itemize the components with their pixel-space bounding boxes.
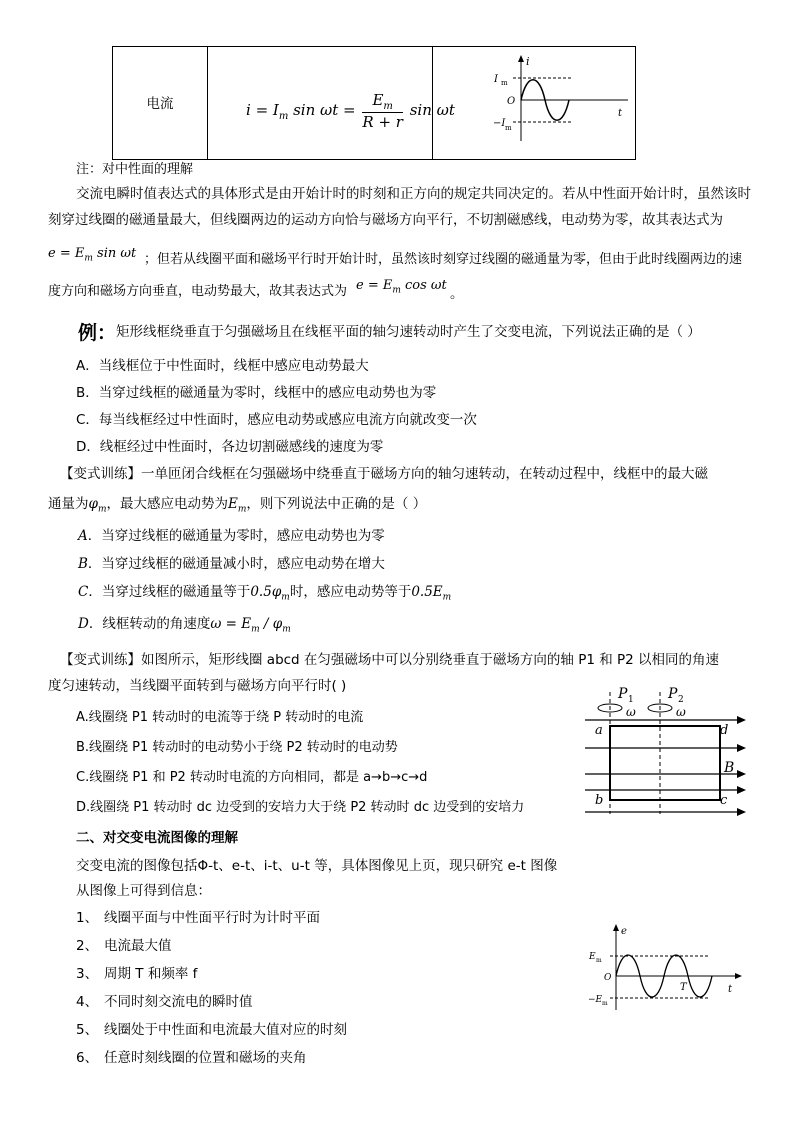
list-item-1: 1、 线圈平面与中性面平行时为计时平面 [76, 910, 320, 926]
note-formula-cos: $e = E_m$ cos ωt [356, 278, 447, 296]
formula-lhs: i = I [246, 101, 279, 119]
variant2-option-a: A.线圈绕 P1 转动时的电流等于绕 P 转动时的电流 [76, 710, 364, 725]
field-arrow-1 [737, 716, 746, 724]
et-label-em-sub: m [596, 957, 602, 964]
formula-sin2: sin ωt [404, 101, 455, 119]
label-omega-1: ω [626, 705, 636, 719]
fraction-den: R + r [362, 113, 403, 131]
table-cell-label [113, 47, 208, 160]
formula-table [112, 46, 636, 160]
field-arrow-3 [737, 770, 746, 778]
i-axis-arrow [518, 55, 524, 62]
field-arrow-4 [737, 786, 746, 794]
coil-figure [580, 680, 750, 820]
coil-rect [610, 726, 720, 800]
variant1-option-a: A．当穿过线框的磁通量为零时，感应电动势也为零 [78, 528, 385, 544]
et-label-neg-em: −E [588, 995, 603, 1005]
label-neg-im: −I [493, 118, 506, 129]
example-option-b: B．当穿过线框的磁通量为零时，线框中的感应电动势也为零 [76, 385, 437, 401]
note-line-3: ；但若从线圈平面和磁场平行时开始计时，虽然该时刻穿过线圈的磁通量为零，但由于此时线圈两边的速 [144, 252, 743, 267]
list-item-5: 5、 线圈处于中性面和电流最大值对应的时刻 [76, 1022, 347, 1038]
example-stem: 矩形线框绕垂直于匀强磁场且在线框平面的轴匀速转动时产生了交变电流，下列说法正确的是（ ） [116, 324, 701, 340]
fraction-num: E [372, 91, 384, 109]
variant1-em: $E_m$ [228, 496, 247, 515]
label-a: a [595, 723, 603, 738]
variant2-option-c: C.线圈绕 P1 和 P2 转动时电流的方向相同，都是 a→b→c→d [76, 770, 428, 785]
label-b: b [595, 793, 604, 808]
variant1-option-b: B．当穿过线框的磁通量减小时，感应电动势在增大 [78, 556, 385, 572]
fraction-sub: m [383, 101, 393, 112]
note-formula-sin: $e = E_m$ sin ωt [48, 246, 137, 264]
example-label: 例： [78, 322, 117, 344]
list-item-2: 2、 电流最大值 [76, 938, 172, 954]
label-omega-2: ω [676, 705, 686, 719]
list-item-6: 6、 任意时刻线圈的位置和磁场的夹角 [76, 1050, 307, 1066]
variant1-option-c: C．当穿过线框的磁通量等于$0.5\varphi_m$时，感应电动势等于$0.5E_m$ [78, 584, 452, 603]
section2-heading: 二、对交变电流图像的理解 [76, 830, 238, 846]
variant1-phi: $\varphi_m$ [88, 496, 107, 515]
et-label-t: t [728, 984, 733, 995]
et-graph [588, 922, 748, 1014]
label-p2-sub: 2 [678, 695, 684, 705]
variant1-line2b: ，最大感应电动势为 [106, 496, 228, 512]
formula-sub: m [278, 111, 289, 122]
example-option-d: D．线框经过中性面时，各边切割磁感线的速度为零 [76, 439, 384, 455]
note-line-1: 交流电瞬时值表达式的具体形式是由开始计时的时刻和正方向的规定共同决定的。若从中性面开始计时，虽然该时 [76, 186, 751, 202]
note-end: 。 [450, 286, 464, 302]
list-item-3: 3、 周期 T 和频率 f [76, 966, 198, 982]
label-o: O [507, 96, 516, 107]
label-b-field: B [724, 760, 735, 776]
label-d: d [720, 723, 729, 738]
et-t-arrow [735, 973, 742, 979]
table-cell-formula [208, 47, 455, 160]
example-option-a: A．当线框位于中性面时，线框中感应电动势最大 [76, 358, 369, 374]
et-label-e: e [621, 926, 627, 937]
et-label-t-period: T [680, 982, 687, 993]
variant1-line2a: 通量为 [48, 496, 89, 512]
note-title: 注：对中性面的理解 [76, 162, 194, 177]
note-line-4: 度方向和磁场方向垂直，电动势最大，故其表达式为 [48, 284, 348, 299]
variant2-line-2: 度匀速转动，当线圈平面转到与磁场方向平行时( ) [48, 678, 347, 694]
note-line-2: 刻穿过线圈的磁通量最大，但线圈两边的运动方向恰与磁场方向平行，不切割磁感线，电动势为零，故其表达式为 [48, 212, 723, 228]
label-im: I [494, 74, 498, 85]
variant1-option-d: D．线框转动的角速度$\omega = E_m / \varphi_m$ [78, 616, 291, 635]
et-label-o: O [604, 973, 612, 983]
variant2-option-b: B.线圈绕 P1 转动时的电动势小于绕 P2 转动时的电动势 [76, 740, 398, 755]
et-label-em: E [589, 952, 596, 962]
label-p1-sub: 1 [628, 695, 634, 705]
variant2-line-1: 【变式训练】如图所示，矩形线圈 abcd 在匀强磁场中可以分别绕垂直于磁场方向的轴 P1 和 P2 以相同的角速 [60, 652, 720, 668]
table-cell-graph [433, 47, 636, 160]
example-option-c: C．每当线框经过中性面时，感应电动势或感应电流方向就改变一次 [76, 412, 477, 428]
variant1-line-2 [48, 494, 426, 520]
variant1-line-1: 【变式训练】一单匝闭合线框在匀强磁场中绕垂直于磁场方向的轴匀速转动，在转动过程中，线框中的最大磁 [60, 466, 708, 482]
label-im-sub: m [501, 79, 508, 87]
variant2-option-d: D.线圈绕 P1 转动时 dc 边受到的安培力大于绕 P2 转动时 dc 边受到的安培力 [76, 800, 525, 815]
current-formula [246, 91, 455, 131]
formula-fraction [362, 91, 403, 131]
e-axis-arrow [613, 924, 619, 931]
field-arrow-2 [737, 744, 746, 752]
label-t: t [618, 108, 623, 119]
variant1-line2c: ，则下列说法中正确的是（ ） [246, 496, 427, 512]
label-i: i [526, 55, 530, 68]
table-label: 电流 [146, 95, 174, 112]
formula-sin: sin ωt = [288, 101, 356, 119]
field-arrow-5 [737, 808, 746, 816]
label-p2: P [668, 686, 678, 702]
label-c: c [720, 793, 728, 808]
section2-line-1: 交变电流的图像包括Φ-t、e-t、i-t、u-t 等，具体图像见上页，现只研究 e-t 图像 [76, 858, 558, 874]
label-p1: P [618, 686, 628, 702]
section2-line-2: 从图像上可得到信息： [76, 883, 211, 899]
et-label-neg-em-sub: m [602, 1000, 608, 1007]
list-item-4: 4、 不同时刻交流电的瞬时值 [76, 994, 253, 1010]
current-graph [493, 53, 633, 153]
label-neg-im-sub: m [505, 124, 512, 132]
